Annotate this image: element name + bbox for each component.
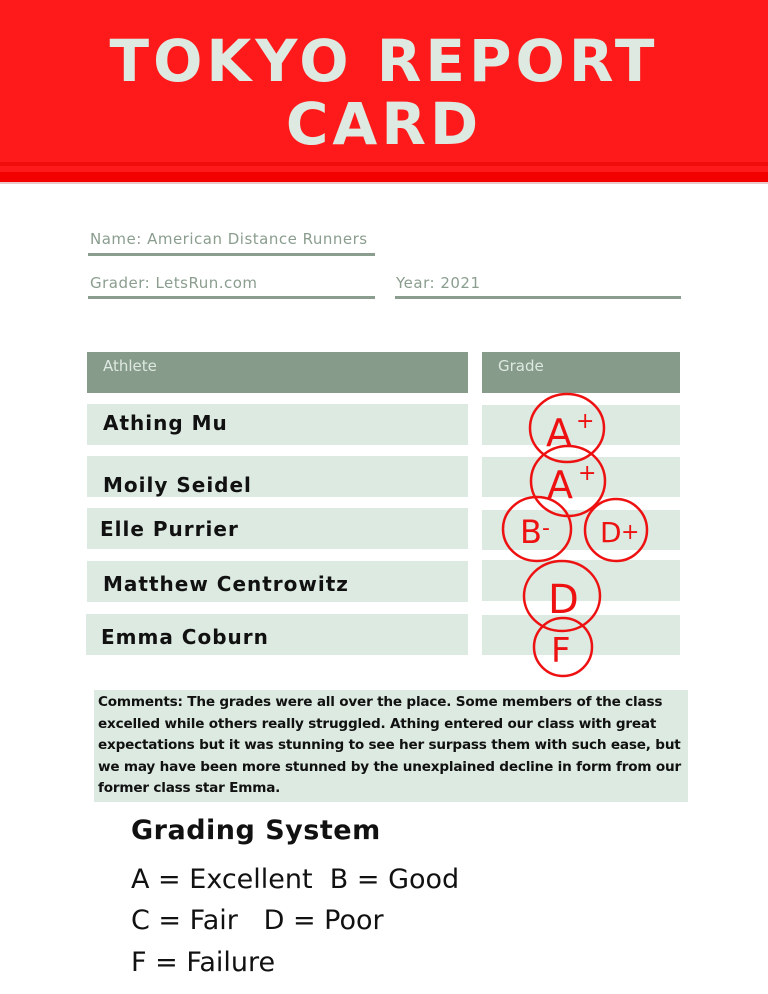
- athlete-name: Emma Coburn: [101, 625, 269, 649]
- name-field: Name: American Distance Runners: [90, 230, 368, 248]
- grade-mark-letter: A: [546, 411, 572, 455]
- grade-mark-letter: A: [547, 463, 573, 507]
- grade-cell: [482, 457, 680, 497]
- grade-cell: [482, 560, 680, 601]
- comments-box: Comments: The grades were all over the place. Some members of the class excelled while others really struggled. Athing entered our class with great expectations but it was stunning to see her surpass them with such ease, but we may have been more stunned by the unexplained decline in form from our former class star Emma.: [94, 690, 688, 802]
- grade-cell: [482, 510, 680, 550]
- banner-stripe: [0, 162, 768, 166]
- column-header-athlete: Athlete: [87, 352, 468, 393]
- table-row: [87, 508, 468, 549]
- year-underline: [395, 296, 681, 299]
- grading-system-line: F = Failure: [131, 947, 276, 978]
- grade-cell: [482, 615, 680, 655]
- grader-field: Grader: LetsRun.com: [90, 274, 258, 292]
- grade-mark-letter: B: [520, 513, 542, 551]
- grade-mark-modifier: -: [542, 516, 550, 541]
- header-banner: [0, 0, 768, 182]
- grade-mark-letter: F: [551, 631, 571, 671]
- grade-cell: [482, 405, 680, 445]
- athlete-name: Elle Purrier: [100, 517, 239, 541]
- table-row: [86, 614, 468, 655]
- banner-shadow: [0, 182, 768, 184]
- athlete-name: Matthew Centrowitz: [103, 572, 349, 596]
- table-row: [87, 456, 468, 497]
- grading-system-line: C = Fair D = Poor: [131, 905, 384, 936]
- grade-mark-letter: D: [548, 577, 579, 623]
- grade-mark-letter: D: [600, 516, 622, 549]
- page-title: [0, 27, 768, 158]
- athlete-name: Moily Seidel: [103, 473, 252, 497]
- grade-mark-modifier: +: [621, 520, 640, 545]
- athlete-name: Athing Mu: [103, 411, 228, 435]
- title-line-2: CARD: [285, 90, 483, 158]
- banner-stripe: [0, 172, 768, 182]
- grader-underline: [88, 296, 375, 299]
- table-row: [87, 404, 468, 445]
- name-underline: [88, 253, 375, 256]
- grading-system-line: A = Excellent B = Good: [131, 864, 460, 895]
- title-line-1: TOKYO REPORT: [109, 27, 659, 95]
- grade-mark-modifier: +: [578, 461, 597, 486]
- grade-mark-modifier: +: [576, 409, 595, 434]
- table-row: [87, 561, 468, 602]
- year-field: Year: 2021: [396, 274, 481, 292]
- grading-system-title: Grading System: [131, 815, 381, 846]
- column-header-grade: Grade: [482, 352, 680, 393]
